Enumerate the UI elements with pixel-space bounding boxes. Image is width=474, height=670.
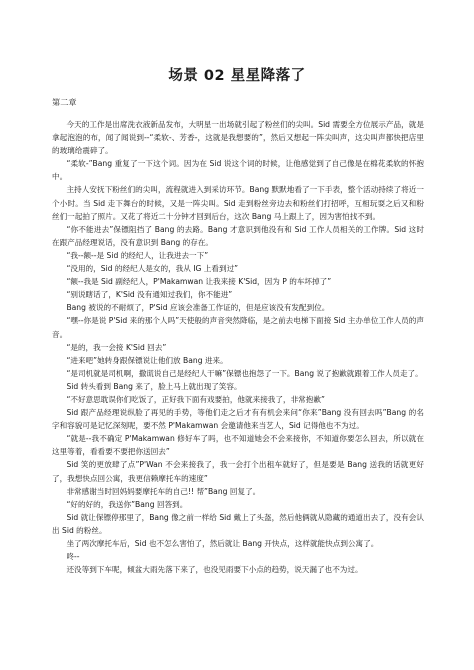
paragraph: “我--额--是 Sid 的经纪人，让我进去一下”	[66, 250, 209, 260]
page-title: 场景 02 星星降落了	[168, 68, 306, 84]
paragraph: Sid 跟产品经理说纵脸了再见的手势，等他们走之后才有有机会来问“你来”Bang 没有回去吗”Bang 的名字和容貌可是记忆深刻呢，要不然 P'Makamwan 会邀请他来当艺人，Sid 记得他也不为过。	[52, 408, 424, 431]
paragraph: “就是--我不确定 P'Makamwan 修好车了吗，也不知道她会不会来接你，不知道你要怎么回去，所以就在这里等着，看看要不要把你送回去”	[52, 434, 424, 457]
paragraph: 主持人安抚下粉丝们的尖叫，流程就进入到采访环节。Bang 默默地看了一下手表，整个活动持续了将近一个小时。当 Sid 走下舞台的时候，又是一阵尖叫。Sid 走到粉丝旁边去和粉丝们打招呼，互相玩耍之后又和粉丝们一起拍了照片。又花了将近二十分钟才回到后台，这次 Bang 马上跟上了，因为害怕找不到。	[52, 185, 424, 221]
paragraph: “额--我是 Sid 副经纪人，P'Makamwan 让我来接 K'Sid，因为 P 的车坏掉了”	[66, 277, 332, 287]
chapter-heading: 第二章	[52, 97, 77, 107]
paragraph: 坐了两次摩托车后，Sid 也不怎么害怕了，然后就让 Bang 开快点，这样就能快点到公寓了。	[66, 539, 379, 548]
paragraph: 非常感谢当时回妈妈要摩托车的自己!! 帮”Bang 回复了。	[66, 486, 261, 496]
paragraph: “别说瞎话了，K'Sid 没有通知过我们，你不能进”	[66, 290, 233, 300]
paragraph: 还没等到下车呢，倾盆大雨先落下来了，也没见雨要下小点的趋势，说天漏了也不为过。	[66, 565, 363, 575]
paragraph: “是司机就是司机啊，撒谎说自己是经纪人干嘛”保镖也抱怨了一下。Bang 说了抱歉就跟着工作人员走了。	[66, 368, 423, 378]
paragraph: Sid 就让保镖停那里了，Bang 像之前一样给 Sid 戴上了头盔，然后他俩就从隐藏的通道出去了，没有会认出 Sid 的粉丝。	[52, 512, 424, 535]
paragraph: “没用的，Sid 的经纪人是女的，我从 IG 上看到过”	[66, 264, 239, 274]
paragraph: Sid 笑的更放肆了点”P'Wan 不会来接我了，我一会打个出租车就好了，但是要是 Bang 送我的话就更好了，我想快点回公寓，我更信赖摩托车的速度”	[52, 460, 424, 483]
paragraph: “好的好的，我送你”Bang 回答到。	[66, 499, 188, 509]
paragraph: “柔软-”Bang 重复了一下这个词。因为在 Sid 说这个词的时候，让他感觉到了自己像是在棉花柔软的怀抱中。	[52, 159, 424, 182]
paragraph: “进来吧”她转身跟保镖说让他们放 Bang 进来。	[66, 355, 228, 365]
paragraph: “你不能进去”保镖阻挡了 Bang 的去路。Bang 才意识到他没有和 Sid 工作人员相关的工作牌。Sid 这时在跟产品经理说话，没有意识到 Bang 的存在。	[52, 224, 424, 247]
paragraph: “不好意思耽误你们吃饭了，正好我下面有戏要拍，他就来接我了，非常抱歉”	[66, 394, 325, 404]
document-body	[52, 118, 424, 576]
paragraph: “嘿--你是说 P'Sid 来的那个人吗”天使般的声音突然降临，是之前去电梯下面接 Sid 主办单位工作人员的声音。	[52, 316, 424, 339]
paragraph: “是的，我一会接 K'Sid 回去”	[66, 342, 167, 352]
paragraph: 今天的工作是出席洗衣液新品发布，大明星一出场就引起了粉丝们的尖叫。Sid 需要全方位展示产品，就是拿起泡泡的布，闻了闻说到--“柔软-、芳香-，这就是我想要的”，然后又想起一阵尖叫声，这尖叫声都快把店里的玻璃给震碎了。	[52, 120, 424, 156]
paragraph: Sid 转头看到 Bang 来了，脸上马上就出现了笑容。	[66, 381, 242, 391]
paragraph: 咚--	[66, 552, 80, 562]
paragraph: Bang 被说的不耐烦了，P'Sid 应该会准备工作证的，但是应该没有发配到位。	[66, 303, 330, 313]
